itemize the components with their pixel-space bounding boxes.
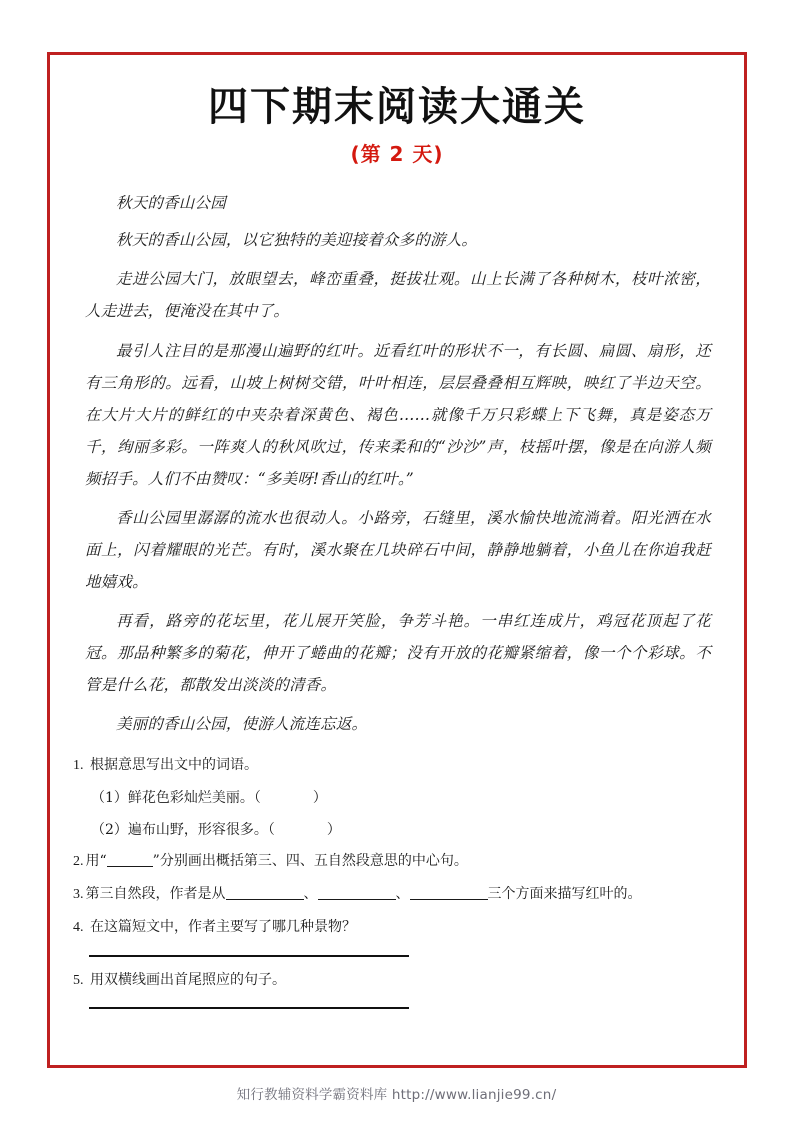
title-block — [71, 84, 723, 167]
question-2 — [73, 850, 711, 874]
question-1-sub-1-close: ） — [312, 790, 327, 807]
passage-paragraph-5: 再看，路旁的花坛里，花儿展开笑脸，争芳斗艳。一串红连成片，鸡冠花顶起了花冠。那品种繁多的菊花，伸开了蜷曲的花瓣；没有开放的花瓣紧缩着，像一个个彩球。不管是什么花，都散发出淡淡的清香。 — [85, 612, 711, 695]
question-2-underline-marker — [107, 852, 153, 867]
passage-paragraph-2: 走进公园大门，放眼望去，峰峦重叠，挺拔壮观。山上长满了各种树木，枝叶浓密，人走进去，便淹没在其中了。 — [85, 270, 711, 321]
question-3-prefix: 第三自然段，作者是从 — [85, 886, 226, 903]
question-3-separator-1: 、 — [303, 886, 318, 903]
passage-paragraph-6: 美丽的香山公园，使游人流连忘返。 — [116, 715, 368, 734]
passage-article-title: 秋天的香山公园 — [116, 194, 226, 213]
question-1-sub-1-text: 鲜花色彩灿烂美丽。（ — [127, 790, 261, 807]
question-2-prefix: 用“ — [85, 853, 107, 870]
question-1-sub-2-close: ） — [326, 821, 341, 838]
question-5-answer-line[interactable] — [89, 1007, 409, 1009]
question-4 — [73, 916, 711, 940]
question-1-sub-2 — [73, 819, 711, 842]
question-1-text: 根据意思写出文中的词语。 — [89, 757, 258, 774]
question-1-sub-2-label: （2） — [91, 821, 128, 838]
question-5-number: 5. — [73, 973, 84, 989]
questions-section — [71, 754, 723, 1009]
question-3-number: 3. — [73, 887, 84, 903]
question-1-number: 1. — [73, 758, 84, 774]
question-5 — [73, 969, 711, 993]
question-3-blank-1[interactable] — [226, 885, 304, 900]
question-3-separator-2: 、 — [395, 886, 410, 903]
question-2-middle: ”分别画出概括第三、四、五自然段意思的中心句。 — [152, 853, 468, 870]
question-3 — [73, 883, 711, 907]
question-3-suffix: 三个方面来描写红叶的。 — [487, 886, 642, 903]
reading-passage — [71, 187, 723, 740]
question-3-blank-3[interactable] — [410, 885, 488, 900]
question-1-sub-1 — [73, 787, 711, 810]
question-4-number: 4. — [73, 919, 84, 935]
question-1-sub-2-text: 遍布山野，形容很多。（ — [127, 821, 275, 838]
passage-paragraph-4: 香山公园里潺潺的流水也很动人。小路旁，石缝里，溪水愉快地流淌着。阳光洒在水面上，闪着耀眼的光芒。有时，溪水聚在几块碎石中间，静静地躺着，小鱼儿在你追我赶地嬉戏。 — [85, 508, 711, 592]
question-1-sub-1-label: （1） — [91, 790, 128, 807]
question-5-text: 用双横线画出首尾照应的句子。 — [89, 972, 286, 989]
passage-paragraph-1: 秋天的香山公园，以它独特的美迎接着众多的游人。 — [116, 231, 478, 250]
question-3-blank-2[interactable] — [318, 885, 396, 900]
content-area — [47, 52, 747, 1068]
page-title: 四下期末阅读大通关 — [208, 84, 586, 130]
question-4-answer-line[interactable] — [89, 955, 409, 957]
footer-watermark: 知行教辅资料学霸资料库 http://www.lianjie99.cn/ — [236, 1087, 557, 1103]
question-4-text: 在这篇短文中，作者主要写了哪几种景物？ — [89, 918, 356, 935]
passage-paragraph-3: 最引人注目的是那漫山遍野的红叶。近看红叶的形状不一，有长圆、扁圆、扇形，还有三角形的。远看，山坡上树树交错，叶叶相连，层层叠叠相互辉映，映红了半边天空。在大片大片的鲜红的中夹杂着深黄色、褐色……就像千万只彩蝶上下飞舞，真是姿态万千，绚丽多彩。一阵爽人的秋风吹过，传来柔和的“沙沙”声，枝摇叶摆，像是在向游人频频招手。人们不由赞叹：“多美呀!香山的红叶。” — [85, 341, 711, 488]
day-subtitle: (第 2 天) — [350, 142, 444, 167]
question-1 — [73, 754, 711, 778]
question-2-number: 2. — [73, 854, 84, 870]
